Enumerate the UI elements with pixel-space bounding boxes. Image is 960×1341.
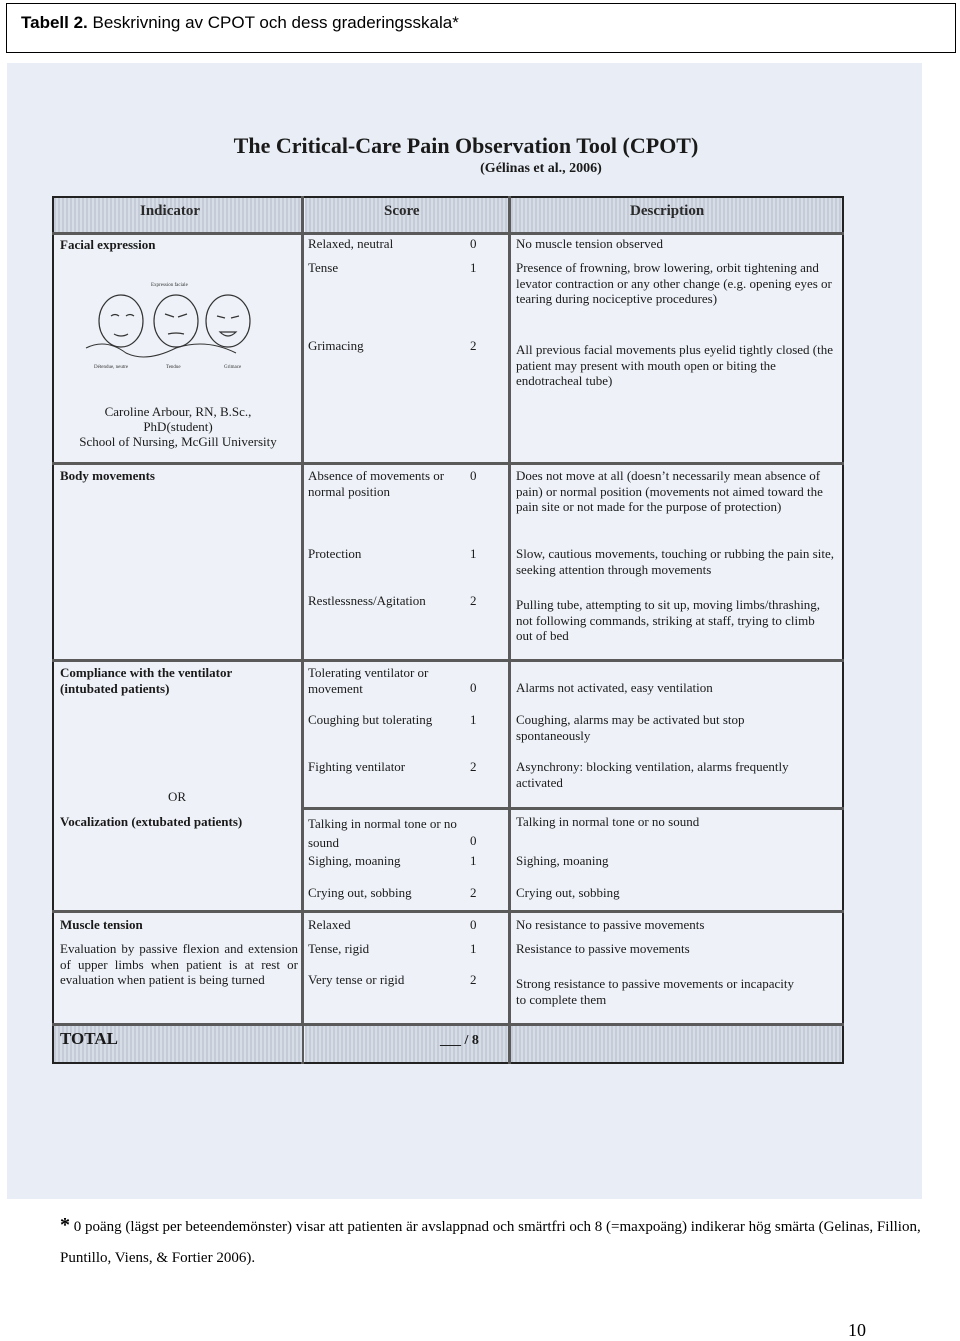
face-label-2: Grimace [224,365,242,370]
footnote-text: 0 poäng (lägst per beteendemönster) visar att patienten är avslappnad och smärtfri och 8 (=maxpoäng) indikerar hög smärta (Gelinas, Fillion, Puntillo, Viens, & Fortier 2006). [60,1219,921,1266]
tool-title: The Critical-Care Pain Observation Tool (CPOT) [233,133,699,158]
footnote [60,1210,940,1274]
muscle-evaluation: Evaluation by passive flexion and extension of upper limbs when patient is at rest or evaluation when patient is being turned [60,941,298,987]
facial-desc-0: No muscle tension observed [516,236,663,251]
vocal-score-1: Sighing, moaning [308,853,401,868]
indicator-muscle: Muscle tension [60,917,143,932]
page-number: 10 [848,1320,866,1340]
vocal-score-2: Crying out, sobbing [308,885,412,900]
facial-score-0: Relaxed, neutral [308,236,394,251]
vocal-value-2: 2 [470,885,477,900]
facial-value-0: 0 [470,236,477,251]
vent-value-1: 1 [470,712,477,727]
muscle-value-1: 1 [470,941,477,956]
body-score-1: Protection [308,546,362,561]
body-value-0: 0 [470,468,477,483]
facial-score-1: Tense [308,260,339,275]
vent-score-2: Fighting ventilator [308,759,406,774]
column-divider-2 [508,196,511,1064]
row-divider-facial [52,462,844,465]
vocal-desc-0: Talking in normal tone or no sound [516,814,700,829]
vent-value-2: 2 [470,759,477,774]
vent-score-1: Coughing but tolerating [308,712,433,727]
total-value: ___ / 8 [440,1033,479,1048]
row-divider-vocal [52,910,844,913]
column-divider-1 [301,196,304,1064]
body-score-0: Absence of movements or normal position [308,468,445,499]
body-desc-1: Slow, cautious movements, touching or rubbing the pain site, seeking attention through movements [516,546,834,577]
credit-line-2: School of Nursing, McGill University [79,434,277,449]
table-caption [21,13,459,33]
total-label: TOTAL [60,1029,118,1048]
footnote-star: * [60,1214,70,1236]
caption-label: Tabell 2. [21,13,88,32]
muscle-desc-1: Resistance to passive movements [516,941,690,956]
tool-subtitle: (Gélinas et al., 2006) [480,161,602,176]
indicator-facial: Facial expression [60,237,156,252]
vocal-score-0: Talking in normal tone or no sound [308,816,457,850]
row-divider-body [52,659,844,662]
face-label-1: Tendue [166,365,181,370]
vocal-desc-1: Sighing, moaning [516,853,609,868]
credit-line-0: Caroline Arbour, RN, B.Sc., [104,404,252,419]
body-desc-0: Does not move at all (doesn’t necessarily mean absence of pain) or normal position (movements not aimed toward the pain site or not made for the purpose of protection) [516,468,823,514]
row-divider-ventilator [302,807,844,810]
facial-desc-1: Presence of frowning, brow lowering, orbit tightening and levator contraction or any other change (e.g. opening eyes or tearing during nociceptive procedures) [516,260,832,306]
vocal-desc-2: Crying out, sobbing [516,885,620,900]
vent-desc-0: Alarms not activated, easy ventilation [516,680,713,695]
face-grimace-icon [206,295,250,347]
vocal-value-1: 1 [470,853,477,868]
facial-value-2: 2 [470,338,477,353]
vent-score-0: Tolerating ventilator or movement [308,665,429,696]
face-relaxed-icon [99,295,143,347]
muscle-value-0: 0 [470,917,477,932]
face-caption: Expression faciale [151,283,188,288]
header-indicator: Indicator [140,203,200,219]
muscle-desc-0: No resistance to passive movements [516,917,705,932]
vent-value-0: 0 [470,680,477,695]
body-value-1: 1 [470,546,477,561]
muscle-score-2: Very tense or rigid [308,972,405,987]
body-score-2: Restlessness/Agitation [308,593,426,608]
body-value-2: 2 [470,593,477,608]
indicator-vocalization: Vocalization (extubated patients) [60,814,243,829]
credit-block [56,404,300,449]
face-label-0: Détendue, neutre [94,365,129,370]
row-divider-header [52,232,844,235]
vent-desc-1: Coughing, alarms may be activated but stop spontaneously [516,712,745,743]
muscle-value-2: 2 [470,972,477,987]
total-band-description [511,1026,842,1062]
facial-desc-2: All previous facial movements plus eyelid tightly closed (the patient may present with mouth open or biting the endotracheal tube) [516,342,833,388]
vent-desc-2: Asynchrony: blocking ventilation, alarms frequently activated [516,759,789,790]
indicator-ventilator: Compliance with the ventilator (intubated patients) [60,665,232,696]
face-tense-icon [154,295,198,347]
or-label: OR [168,789,187,804]
header-score: Score [384,203,420,219]
header-description: Description [630,203,705,219]
table-caption-box [6,3,956,53]
facial-score-2: Grimacing [308,338,364,353]
credit-line-1: PhD(student) [143,419,213,434]
body-desc-2: Pulling tube, attempting to sit up, moving limbs/thrashing, not following commands, striking at staff, trying to climb out of bed [516,597,821,643]
indicator-body: Body movements [60,468,155,483]
muscle-desc-2: Strong resistance to passive movements or incapacity to complete them [516,976,794,1007]
tube-line-icon [86,344,236,357]
faces-illustration [66,276,266,386]
muscle-score-0: Relaxed [308,917,351,932]
muscle-score-1: Tense, rigid [308,941,370,956]
facial-value-1: 1 [470,260,477,275]
vocal-value-0: 0 [470,833,477,848]
caption-text: Beskrivning av CPOT och dess graderingsskala* [92,13,459,32]
